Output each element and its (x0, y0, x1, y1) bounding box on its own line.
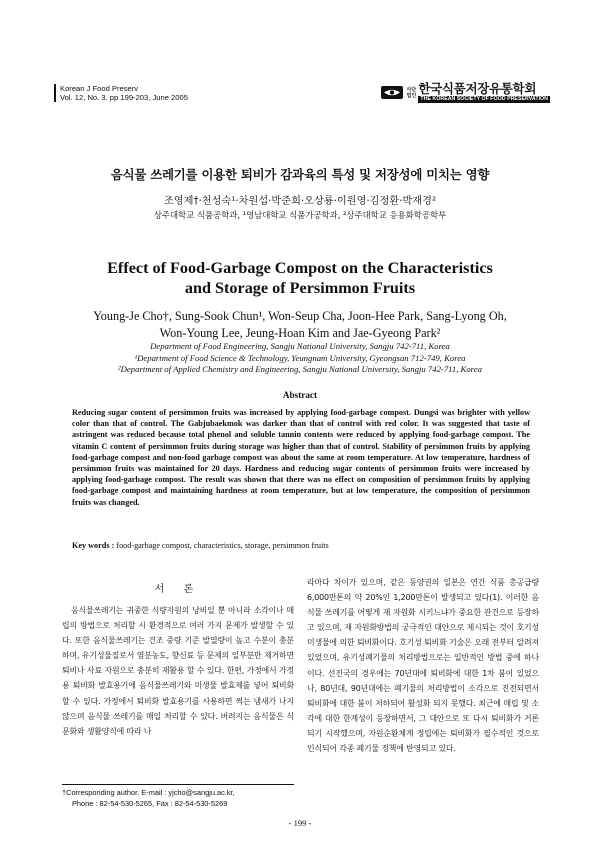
korean-title: 음식물 쓰레기를 이용한 퇴비가 감과육의 특성 및 저장성에 미치는 영향 (110, 167, 490, 182)
society-emblem-icon (381, 86, 403, 99)
abstract-heading: Abstract (282, 390, 318, 400)
english-authors-line1: Young-Je Cho†, Sung-Sook Chun¹, Won-Seup Cha, Joon-Hee Park, Sang-Lyong Oh, (93, 309, 507, 323)
english-affiliations (0, 341, 600, 376)
column-right (307, 575, 539, 756)
keywords-list: food-garbage compost, characteristics, storage, persimmon fruits (114, 541, 329, 550)
affiliation-1: Department of Food Engineering, Sangju National University, Sangju 742-711, Korea (150, 341, 450, 351)
english-title-line2: and Storage of Persimmon Fruits (184, 279, 416, 297)
affiliation-2: ¹Department of Food Science & Technology, Yeungnam University, Gyeongsan 712-749, Korea (134, 352, 466, 363)
english-title (0, 258, 600, 298)
footnote-line1: †Corresponding author. E-mail : yjcho@sangju.ac.kr, (62, 788, 235, 797)
english-title-line1: Effect of Food-Garbage Compost on the Characteristics (107, 259, 493, 277)
affiliation-3: ²Department of Applied Chemistry and Engineering, Sangju National University, Sangju 742-711, Korea (118, 364, 482, 374)
footnote-line2: Phone : 82-54-530-5265, Fax : 82-54-530-5269 (72, 798, 228, 808)
keywords-label: Key words : (72, 541, 115, 550)
korean-authors: 조영제†·천성숙¹·차원섭·박준희·오상룡·이원영·김정환·박재경² (163, 196, 437, 207)
keywords (72, 541, 530, 550)
abstract-body: Reducing sugar content of persimmon fruits was increased by applying food-garbage compost. Dungsi was brighter with yellow color than that of control. The Gabjubaekmok was darker than that of control with red color. It was suggested that taste of astringent was reduced because total phenol and soluble tannin contents were reduced by applying food-garbage compost. The vitamin C content of persimmon fruits during storage was higher than that of control. Stability of persimmon fruits by applying food-garbage compost and non-food garbage compost was about the same at room temperature. At low temperature, hardness of persimmon fruits was maintained for 20 days. Hardness and reducing sugar contents of persimmon fruits were increased by applying food-garbage compost. The result was shown that there was no effect on composition of persimmon fruits by applying food-garbage compost and maintaining hardness at room temperature, but at low temperature, the composition of persimmon fruits was changed. (72, 408, 530, 507)
section-heading-introduction: 서 론 (154, 584, 202, 595)
society-name-english: THE KOREAN SOCIETY OF FOOD PRESERVATION (420, 96, 548, 102)
column-left (62, 583, 294, 739)
page-number: - 199 - (288, 818, 312, 828)
journal-citation (54, 84, 240, 102)
english-authors (0, 308, 600, 342)
journal-name: Korean J Food Preserv (60, 84, 139, 93)
intro-paragraph-left: 음식물쓰레기는 귀중한 식량자원의 낭비일 뿐 아니라 소각이나 매립의 방법으로 처리할 시 환경적으로 여러 가지 문제가 발생할 수 있다. 또한 음식물쓰레기는 건조 중량 기준 발열량이 높고 수분이 충분하며, 유기성물질로서 염분농도, 향신료 등 문제의 일부분만 제거하면 퇴비나 사료 자원으로 충분히 재활용 할 수 있다. 한편, 가정에서 가정용 퇴비화 발효용기에 음식물쓰레기와 미생물 발효제를 넣어 퇴비화 할 수 있다. 가정에서 퇴비화 발효용기를 사용하면 썩는 냄새가 나지 않으며 음식물 쓰레기를 매일 처리할 수 있다. 버려지는 음식물은 식문화와 생활양식에 따라 나 (62, 606, 294, 736)
society-name-korean: 한국식품저장유통학회 (418, 81, 537, 96)
society-header (381, 82, 550, 103)
society-tiny-label: 사단 법인 (406, 86, 417, 99)
corresponding-author-footnote (62, 784, 294, 809)
korean-affiliations: 상주대학교 식품공학과, ¹영남대학교 식품가공학과, ²상주대학교 응용화학공학부 (153, 210, 447, 220)
intro-paragraph-right: 라마다 차이가 있으며, 같은 동양권의 일본은 연간 식품 총공급량 6,000만톤의 약 20%인 1,200만톤이 발생되고 있다(1). 이러한 음식물 쓰레기를 어떻게 재 자원화 시키느냐가 중요한 관건으로 등장하고 있으며, 재 자원화방법의 궁극적인 대안으로 제시되는 것이 호기성미생물에 의한 퇴비화이다. 호기성 퇴비화 기술은 오래 전부터 알려져 있었으며, 유기성폐기물의 처리방법으로는 일반적인 방법 중에 하나이다. 선진국의 경우에는 70년대에 퇴비화에 대한 1차 붐이 있었으나, 80년대, 90년대에는 폐기물의 처리방법이 소각으로 진전되면서 퇴비화에 대한 붐이 저하되어 활성화 되지 못했다. 최근에 매립 및 소각에 대한 한계성이 등장하면서, 그 대안으로 또 다시 퇴비화가 거론되기 시작했으며, 자원순환체계 정립에는 퇴비화가 필수적인 것으로 인식되어 각종 폐기물 정책에 반영되고 있다. (307, 578, 539, 754)
english-authors-line2: Won-Young Lee, Jeung-Hoan Kim and Jae-Gyeong Park² (159, 326, 441, 340)
journal-volume: Vol. 12, No. 3. pp 199-203, June 2005 (60, 93, 188, 102)
